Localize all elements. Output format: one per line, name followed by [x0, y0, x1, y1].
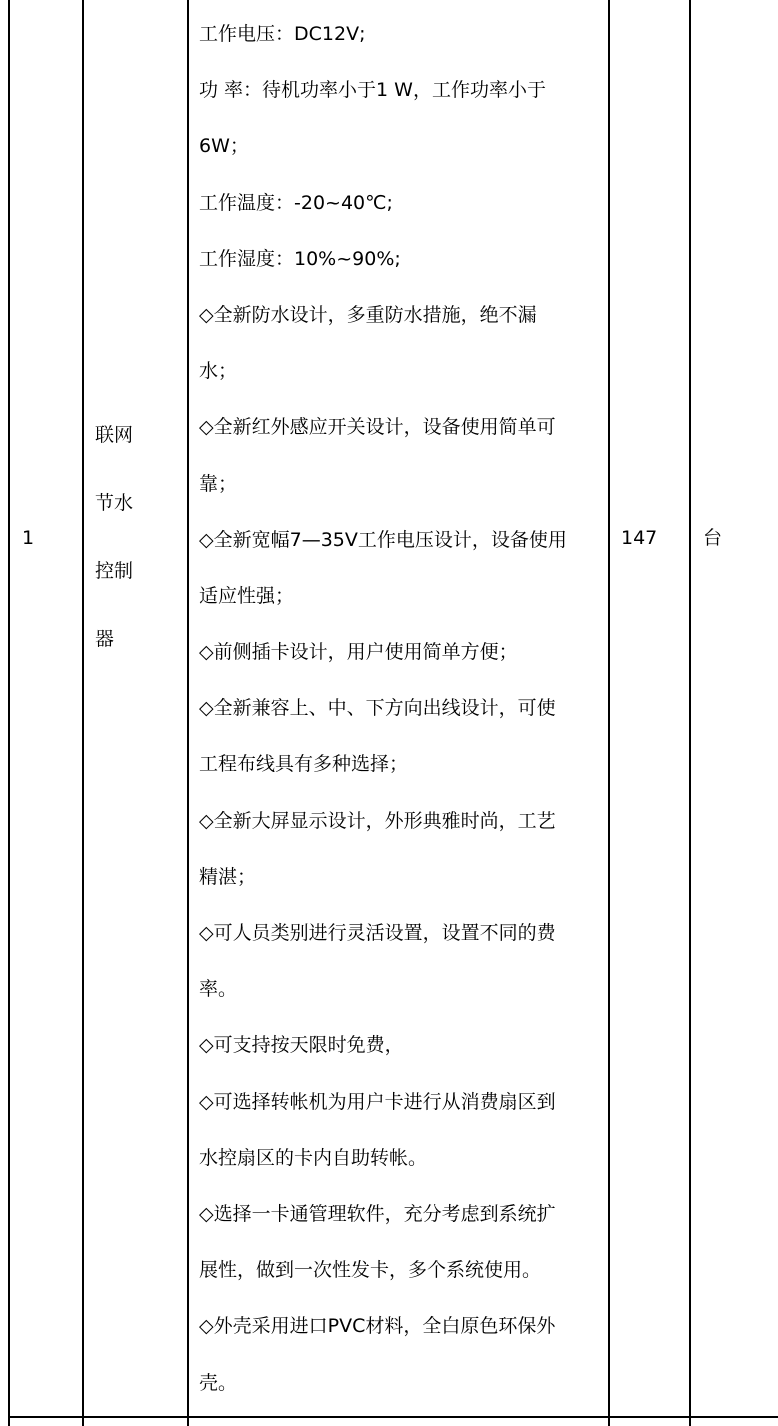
spec-line: ◇选择一卡通管理软件，充分考虑到系统扩	[199, 1202, 556, 1225]
spec-line: ◇可选择转帐机为用户卡进行从消费扇区到	[199, 1090, 556, 1113]
spec-line: 精湛；	[199, 865, 257, 888]
spec-line: 适应性强；	[199, 584, 295, 607]
spec-line: 展性，做到一次性发卡，多个系统使用。	[199, 1259, 542, 1282]
column-divider	[689, 0, 691, 1426]
spec-line: ◇可人员类别进行灵活设置，设置不同的费	[199, 922, 556, 944]
column-divider	[187, 0, 189, 1426]
specification-cell	[199, 6, 601, 1411]
spec-line: ◇前侧插卡设计，用户使用简单方便；	[199, 641, 518, 664]
spec-line: 工程布线具有多种选择；	[199, 753, 409, 776]
spec-line: 水；	[199, 360, 238, 383]
spec-line: ◇全新防水设计，多重防水措施，绝不漏	[199, 303, 537, 326]
product-name-cell	[95, 401, 133, 673]
quantity-cell: 147	[621, 527, 658, 549]
spec-line: ◇全新红外感应开关设计，设备使用简单可	[199, 416, 556, 439]
spec-line: 靠；	[199, 472, 238, 495]
spec-line: ◇外壳采用进口PVC材料，全白原色环保外	[199, 1315, 556, 1338]
column-divider	[82, 0, 84, 1426]
unit-cell: 台	[703, 527, 723, 549]
spec-line: ◇全新大屏显示设计，外形典雅时尚，工艺	[199, 809, 556, 832]
spec-line: 水控扇区的卡内自助转帐。	[199, 1146, 428, 1169]
table-border-left	[8, 0, 10, 1426]
product-name-line: 器	[95, 628, 115, 650]
spec-line: 率。	[199, 978, 238, 1001]
spec-line: 功 率：待机功率小于1 W，工作功率小于	[199, 79, 546, 102]
spec-line: 壳。	[199, 1371, 238, 1394]
row-divider	[9, 1416, 778, 1418]
spec-line: 工作湿度：10%~90%;	[199, 247, 401, 270]
product-name-line: 节水	[95, 492, 134, 514]
spec-line: ◇全新宽幅7—35V工作电压设计，设备使用	[199, 528, 567, 551]
spec-line: 工作温度：-20~40℃;	[199, 191, 393, 214]
spec-line: 6W；	[199, 135, 249, 158]
row-index-cell: 1	[22, 527, 35, 549]
spec-line: ◇全新兼容上、中、下方向出线设计，可使	[199, 697, 556, 720]
spec-line: ◇可支持按天限时免费，	[199, 1034, 404, 1057]
column-divider	[608, 0, 610, 1426]
product-name-line: 联网	[95, 424, 134, 446]
spec-line: 工作电压：DC12V;	[199, 23, 366, 45]
product-name-line: 控制	[95, 560, 134, 582]
